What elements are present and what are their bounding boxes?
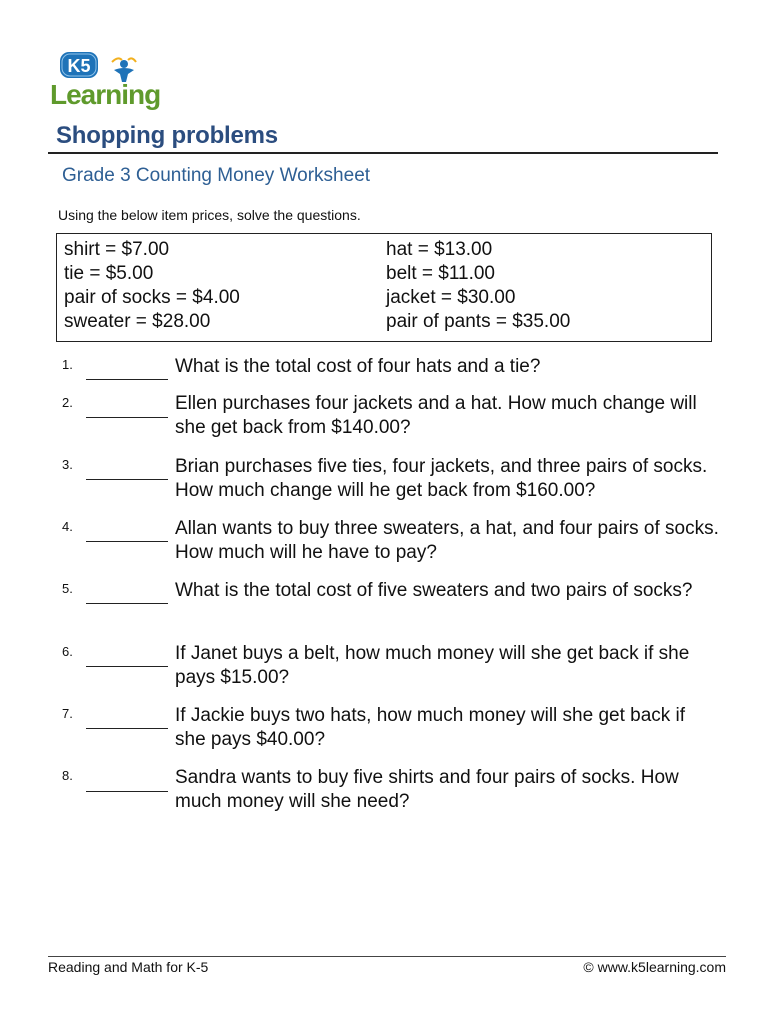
question-text: Sandra wants to buy five shirts and four pairs of socks. How much money will she need?	[175, 767, 679, 812]
answer-blank[interactable]	[86, 791, 168, 792]
question-number: 2.	[62, 395, 73, 410]
question-text: Allan wants to buy three sweaters, a hat, and four pairs of socks. How much will he have to pay?	[175, 518, 719, 563]
answer-blank[interactable]	[86, 666, 168, 667]
price-item: pair of socks = $4.00	[64, 287, 240, 308]
k5-learning-logo	[48, 48, 188, 114]
answer-blank[interactable]	[86, 603, 168, 604]
price-item: tie = $5.00	[64, 263, 154, 284]
question-text: If Janet buys a belt, how much money will she get back if she pays $15.00?	[175, 643, 690, 688]
svg-text:K5: K5	[67, 56, 91, 76]
question-text: What is the total cost of five sweaters and two pairs of socks?	[175, 580, 693, 601]
price-item: sweater = $28.00	[64, 311, 211, 332]
answer-blank[interactable]	[86, 379, 168, 380]
question-text: Ellen purchases four jackets and a hat. How much change will she get back from $140.00?	[175, 393, 697, 438]
price-item: belt = $11.00	[386, 263, 495, 284]
price-item: pair of pants = $35.00	[386, 311, 571, 332]
price-list-box	[56, 233, 712, 342]
answer-blank[interactable]	[86, 728, 168, 729]
worksheet-subtitle: Grade 3 Counting Money Worksheet	[62, 165, 371, 186]
question-text: If Jackie buys two hats, how much money will she get back if she pays $40.00?	[175, 705, 686, 750]
price-item: hat = $13.00	[386, 239, 493, 260]
answer-blank[interactable]	[86, 479, 168, 480]
question-text: What is the total cost of four hats and a tie?	[175, 356, 541, 377]
footer-tagline: Reading and Math for K-5	[48, 959, 209, 975]
page-title: Shopping problems	[56, 122, 278, 149]
question-number: 1.	[62, 357, 73, 372]
title-divider	[48, 152, 718, 154]
answer-blank[interactable]	[86, 541, 168, 542]
question-number: 8.	[62, 768, 73, 783]
price-item: jacket = $30.00	[386, 287, 516, 308]
question-text: Brian purchases five ties, four jackets, and three pairs of socks. How much change will he get back from $160.00?	[175, 456, 708, 501]
price-item: shirt = $7.00	[64, 239, 170, 260]
question-number: 3.	[62, 457, 73, 472]
svg-text:Learning: Learning	[50, 79, 161, 110]
question-number: 7.	[62, 706, 73, 721]
footer-divider	[48, 956, 726, 957]
question-number: 4.	[62, 519, 73, 534]
answer-blank[interactable]	[86, 417, 168, 418]
instructions-text: Using the below item prices, solve the questions.	[58, 207, 361, 223]
question-number: 5.	[62, 581, 73, 596]
footer-copyright: © www.k5learning.com	[583, 959, 726, 975]
question-number: 6.	[62, 644, 73, 659]
